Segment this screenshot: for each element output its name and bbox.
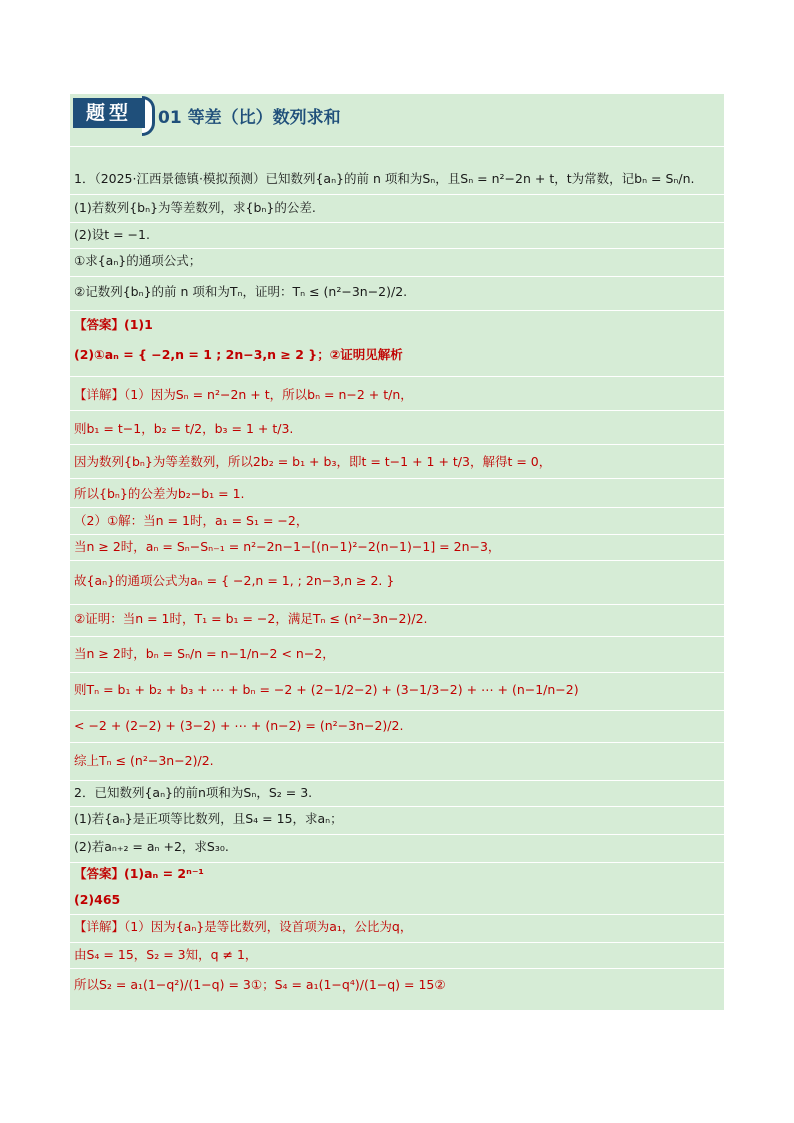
rule-line: [70, 560, 724, 561]
section-title: 01 等差（比）数列求和: [158, 108, 341, 128]
q1-detail-2: 则b₁ = t−1，b₂ = t/2，b₃ = 1 + t/3.: [74, 421, 294, 436]
q1-detail-4: 所以{bₙ}的公差为b₂−b₁ = 1.: [74, 486, 245, 501]
rule-line: [70, 376, 724, 377]
q1-detail-7: 故{aₙ}的通项公式为aₙ = { −2,n = 1, ; 2n−3,n ≥ 2. }: [74, 573, 395, 588]
rule-line: [70, 672, 724, 673]
rule-line: [70, 710, 724, 711]
rule-line: [70, 636, 724, 637]
question-panel: [70, 94, 724, 1010]
rule-line: [70, 780, 724, 781]
rule-line: [70, 194, 724, 195]
rule-line: [70, 248, 724, 249]
rule-line: [70, 862, 724, 863]
q1-answer-2: (2)①aₙ = { −2,n = 1 ; 2n−3,n ≥ 2 }；②证明见解析: [74, 347, 403, 362]
rule-line: [70, 310, 724, 311]
rule-line: [70, 834, 724, 835]
q2-stem: 2．已知数列{aₙ}的前n项和为Sₙ，S₂ = 3.: [74, 785, 313, 800]
rule-line: [70, 806, 724, 807]
q1-part2: (2)设t = −1.: [74, 227, 150, 242]
rule-line: [70, 942, 724, 943]
rule-line: [70, 222, 724, 223]
q1-part2-sub1: ①求{aₙ}的通项公式；: [74, 253, 202, 268]
q1-conclusion: 综上Tₙ ≤ (n²−3n−2)/2.: [74, 753, 214, 768]
rule-line: [70, 478, 724, 479]
rule-line: [70, 742, 724, 743]
q1-detail-1: 【详解】（1）因为Sₙ = n²−2n + t，所以bₙ = n−2 + t/n，: [74, 387, 413, 402]
q1-detail-9: 当n ≥ 2时，bₙ = Sₙ/n = n−1/n−2 < n−2，: [74, 646, 335, 661]
rule-line: [70, 276, 724, 277]
rule-line: [70, 146, 724, 147]
section-header: [70, 94, 724, 134]
q2-answer-1: 【答案】(1)aₙ = 2ⁿ⁻¹: [74, 866, 204, 881]
q1-detail-5: （2）①解：当n = 1时，a₁ = S₁ = −2，: [74, 513, 309, 528]
q1-part1: (1)若数列{bₙ}为等差数列，求{bₙ}的公差.: [74, 200, 316, 215]
q1-detail-3: 因为数列{bₙ}为等差数列，所以2b₂ = b₁ + b₃，即t = t−1 + 1 + t/3，解得t = 0，: [74, 454, 552, 469]
q2-detail-1: 【详解】（1）因为{aₙ}是等比数列，设首项为a₁，公比为q，: [74, 919, 413, 934]
q1-detail-10: 则Tₙ = b₁ + b₂ + b₃ + ⋯ + bₙ = −2 + (2−1/2−2) + (3−1/3−2) + ⋯ + (n−1/n−2): [74, 682, 579, 697]
rule-line: [70, 534, 724, 535]
section-badge: 题型: [73, 98, 145, 128]
q2-answer-2: (2)465: [74, 892, 121, 907]
rule-line: [70, 507, 724, 508]
q2-detail-2: 由S₄ = 15，S₂ = 3知，q ≠ 1，: [74, 947, 258, 962]
rule-line: [70, 410, 724, 411]
q2-detail-3: 所以S₂ = a₁(1−q²)/(1−q) = 3①；S₄ = a₁(1−q⁴)/(1−q) = 15②: [74, 977, 446, 992]
rule-line: [70, 604, 724, 605]
q2-part1: (1)若{aₙ}是正项等比数列，且S₄ = 15，求aₙ；: [74, 811, 343, 826]
q2-part2: (2)若aₙ₊₂ = aₙ +2，求S₃₀.: [74, 839, 229, 854]
q1-detail-11: < −2 + (2−2) + (3−2) + ⋯ + (n−2) = (n²−3n−2)/2.: [74, 718, 404, 733]
rule-line: [70, 968, 724, 969]
q1-detail-8: ②证明：当n = 1时，T₁ = b₁ = −2，满足Tₙ ≤ (n²−3n−2)/2.: [74, 611, 428, 626]
rule-line: [70, 914, 724, 915]
q1-part2-sub2: ②记数列{bₙ}的前 n 项和为Tₙ，证明：Tₙ ≤ (n²−3n−2)/2.: [74, 284, 408, 299]
q1-detail-6: 当n ≥ 2时，aₙ = Sₙ−Sₙ₋₁ = n²−2n−1−[(n−1)²−2(n−1)−1] = 2n−3，: [74, 539, 501, 554]
q1-stem: 1．（2025·江西景德镇·模拟预测）已知数列{aₙ}的前 n 项和为Sₙ，且Sₙ = n²−2n + t，t为常数，记bₙ = Sₙ/n.: [74, 171, 695, 186]
rule-line: [70, 444, 724, 445]
q1-answer-1: 【答案】(1)1: [74, 317, 153, 332]
